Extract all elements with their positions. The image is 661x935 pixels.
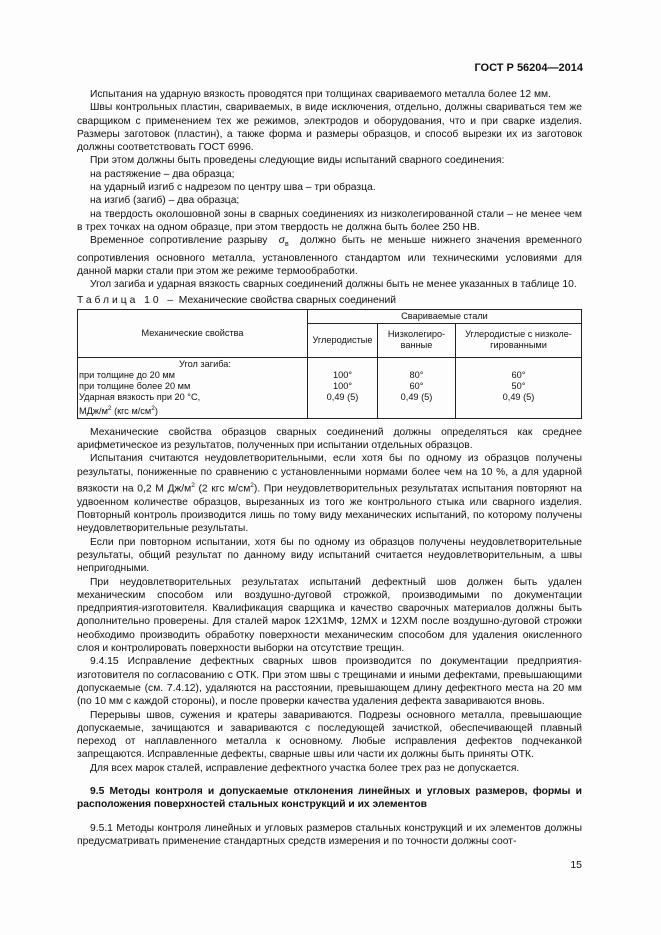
document-body (77, 88, 582, 848)
paragraph: Для всех марок сталей, исправление дефектного участка более трех раз не допускается. (90, 762, 520, 774)
table-cell: 60° 50° 0,49 (5) (456, 357, 582, 418)
mechanical-properties-table (77, 309, 582, 419)
paragraph: Швы контрольных пластин, свариваемых, в виде исключения, отдельно, должны свариваться тем же сварщиком с применением тех же режимов, электродов и оборудования, что и при сварке изделия. Размеры заготовок (пластин), а также форма и размеры образцов, и способ вырезки их из заготовок должны соответствовать ГОСТ 6996. (77, 102, 582, 154)
document-header: ГОСТ Р 56204—2014 (474, 62, 583, 74)
paragraph: Испытания на ударную вязкость проводятся при толщинах свариваемого металла более 12 мм. (90, 89, 551, 100)
test-item: на изгиб (загиб) – два образца; (90, 195, 240, 207)
column-header: Углеродистые с низколе-гированными (456, 323, 582, 357)
column-header: Низколегиро-ванные (378, 323, 456, 357)
section-heading: 9.5 Методы контроля и допускаемые отклонения линейных и угловых размеров, формы и расположения поверхностей стальных конструкций и их элементов (77, 786, 582, 811)
test-item: на растяжение – два образца; (90, 168, 235, 180)
paragraph: Временное сопротивление разрыву $\sigma_в$ должно быть не меньше нижнего значения временного сопротивления основного металла, установленного стандартом или техническими условиями для данной марки стали при этом же режиме термообработки. (77, 235, 582, 277)
test-item: на ударный изгиб с надрезом по центру шва – три образца. (90, 182, 376, 194)
paragraph: При этом должны быть проведены следующие виды испытаний сварного соединения: (90, 155, 505, 167)
paragraph: на твердость околошовной зоны в сварных соединениях из низколегированной стали – не менее чем в трех точках на одном образце, при этом твердость не должна быть более 250 НВ. (77, 208, 582, 233)
page-number: 15 (570, 859, 582, 871)
paragraph: 9.4.15 Исправление дефектных сварных швов производится по документации предприятия-изготовителя по согласованию с ОТК. При этом швы с трещинами и иными дефектами, превышающими допускаемые (см. 7.4.12), удаляются на расстоянии, превышающем длину дефектного места на 20 мм (по 10 мм с каждой стороны), и после проверки качества удаления дефекта завариваются вновь. (77, 656, 582, 708)
paragraph: 9.5.1 Методы контроля линейных и угловых размеров стальных конструкций и их элементов должны предусматривать применение стандартных средств измерения и по точности должны соот- (77, 822, 582, 847)
paragraph: Испытания считаются неудовлетворительными, если хотя бы по одному из образцов получены результаты, пониженные по сравнению с установленными нормами более чем на 10 %, а для ударной вязкости на 0,2 М $Дж/м^2$ (2 кгс $м/см^2$). При неудовлетворительных результатах испытания повторяют на удвоенном количестве образцов, вырезанных из того же контрольного стыка или сварного изделия. Повторный контроль производится лишь по тому виду механических испытаний, по которому получены неудовлетворительные результаты. (77, 453, 582, 535)
table-row-labels: Угол загиба: при толщине до 20 мм при толщине более 20 мм Ударная вязкость при 20 °С, МДж/$м^2$ (кгс $м/см^2$) (78, 357, 308, 418)
table-caption: Таблица 10 – Механические свойства сварных соединений (77, 294, 396, 306)
table-cell: 100° 100° 0,49 (5) (308, 357, 378, 418)
column-group-header: Свариваемые стали (308, 309, 582, 323)
column-header: Механические свойства (78, 309, 308, 357)
paragraph: Угол загиба и ударная вязкость сварных соединений должны быть не менее указанных в таблице 10. (90, 279, 577, 291)
paragraph: Если при повторном испытании, хотя бы по одному из образцов получены неудовлетворительные результаты, общий результат по данному виду испытаний считается неудовлетворительным, а швы непригодными. (77, 536, 582, 575)
table-cell: 80° 60° 0,49 (5) (378, 357, 456, 418)
paragraph: Механические свойства образцов сварных соединений должны определяться как среднее арифметическое из результатов, полученных при испытании отдельных образцов. (77, 426, 582, 452)
paragraph: Перерывы швов, сужения и кратеры завариваются. Подрезы основного металла, превышающие допускаемые, зачищаются и завариваются с последующей зачисткой, обеспечивающей плавный переход от наплавленного металла к основному. Любые исправления дефектов подчеканкой запрещаются. Исправленные дефекты, сварные швы или части их должны быть приняты ОТК. (77, 709, 582, 761)
column-header: Углеродистые (308, 323, 378, 357)
paragraph: При неудовлетворительных результатах испытаний дефектный шов должен быть удален механическим способом или воздушно-дуговой строжкой, производимыми по документации предприятия-изготовителя. Квалификация сварщика и качество сварочных материалов должны быть дополнительно проверены. Для сталей марок 12Х1МФ, 12МХ и 12ХМ после воздушно-дуговой строжки необходимо производить обработку поверхности механическим способом для удаления окисленного слоя и контролировать поверхности выборки на отсутствие трещин. (77, 576, 582, 655)
